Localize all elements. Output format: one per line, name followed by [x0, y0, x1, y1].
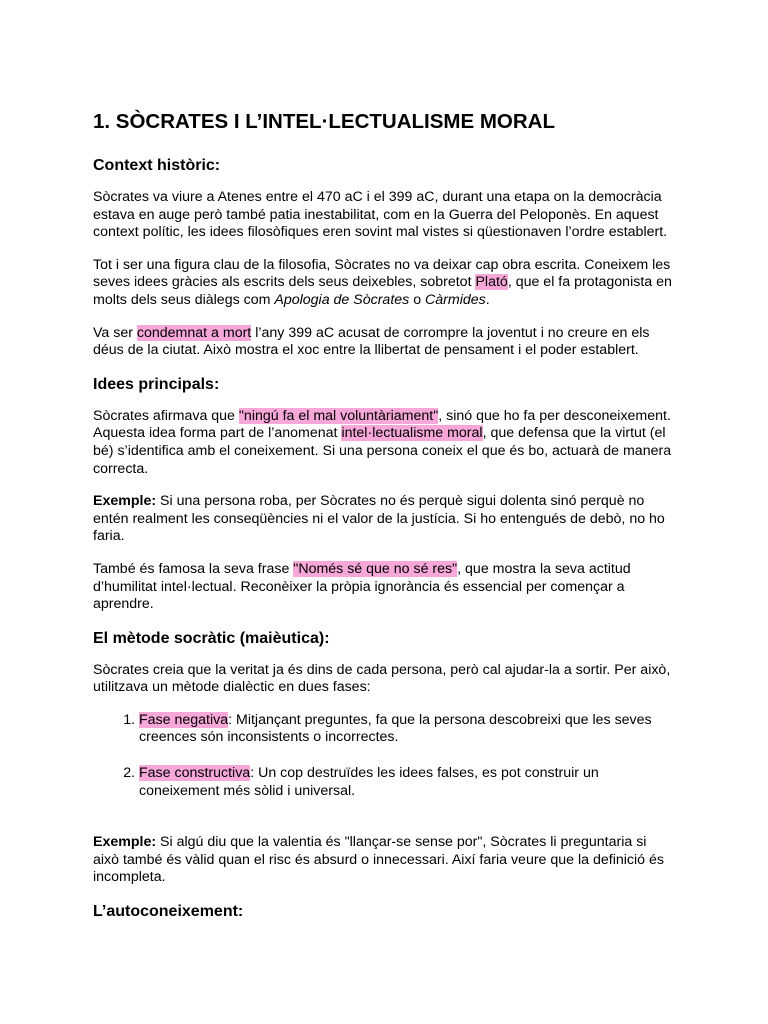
highlight-plato: Plató: [475, 274, 508, 291]
text-run: , que mostra la seva actitud d’humilitat intel·lectual. Reconèixer la pròpia ignorància és essencial per començar a aprendre.: [93, 560, 631, 613]
text-run: : Mitjançant preguntes, fa que la persona descobreixi que les seves creences són inconsistents o incorrectes.: [139, 711, 652, 746]
spacer: [93, 818, 676, 834]
heading-method: El mètode socràtic (maièutica):: [93, 629, 330, 647]
text-run: Sòcrates afirmava que: [93, 407, 239, 424]
text-run: .: [485, 291, 490, 308]
heading-self-knowledge: L’autoconeixement:: [93, 903, 244, 921]
ideas-paragraph-1: [93, 408, 676, 478]
text-run: Va ser: [93, 324, 137, 341]
context-paragraph-1: Sòcrates va viure a Atenes entre el 470 aC i el 399 aC, durant una etapa on la democràcia estava en auge però també patia inestabilitat, com en la Guerra del Peloponès. En aquest context polític, les idees filosòfiques eren sovint mal vistes si qüestionaven l’ordre establert.: [93, 189, 668, 241]
text-run: Tot i ser una figura clau de la filosofia, Sòcrates no va deixar cap obra escrita. Coneixem les seves idees gràcies als escrits dels seus deixebles, sobretot: [93, 256, 671, 291]
ideas-example: [93, 493, 676, 546]
work-title-apologia: Apologia de Sòcrates: [274, 291, 410, 308]
text-run: Si una persona roba, per Sòcrates no és perquè sigui dolenta sinó perquè no entén realment les conseqüències ni el valor de la justícia. Si ho entengués de debò, no ho faria.: [93, 493, 665, 545]
text-run: l’any 399 aC acusat de corrompre la joventut i no creure en els déus de la ciutat. Això mostra el xoc entre la llibertat de pensament i el poder establert.: [93, 324, 650, 359]
text-run: : Un cop destruïdes les idees falses, es pot construir un coneixement més sòlid i universal.: [139, 765, 599, 799]
highlight-quote-nomes: "Només sé que no sé res": [293, 560, 458, 577]
method-paragraph-1: Sòcrates creia que la veritat ja és dins de cada persona, però cal ajudar-la a sortir. Per això, utilitzava un mètode dialèctic en dues fases:: [93, 661, 671, 696]
text-run: , que defensa que la virtut (el bé) s’identifica amb el coneixement. Si una persona coneix el que és bo, actuarà de manera correcta.: [93, 425, 672, 477]
list-item: [139, 765, 676, 800]
document-title: 1. SÒCRATES I L’INTEL·LECTUALISME MORAL: [93, 110, 556, 133]
text-run: , que el fa protagonista en molts dels seus diàlegs com: [93, 274, 672, 308]
highlight-phase-negative: Fase negativa: [139, 711, 229, 728]
example-label: Exemple:: [93, 493, 157, 510]
ideas-paragraph-3: [93, 561, 676, 614]
text-run: o: [409, 291, 426, 308]
context-paragraph-2: [93, 257, 676, 310]
highlight-condemnat: condemnat a mort: [136, 324, 252, 341]
method-example: [93, 834, 676, 887]
text-run: També és famosa la seva frase: [93, 560, 294, 577]
heading-ideas: Idees principals:: [93, 375, 220, 393]
text-run: Si algú diu que la valentia és "llançar-se sense por", Sòcrates li preguntaria si això també és vàlid quan el risc és absurd o innecessari. Així faria veure que la definició és incompleta.: [93, 834, 664, 886]
highlight-quote-mal: "ningú fa el mal voluntàriament": [238, 407, 439, 424]
list-item: [139, 712, 676, 747]
text-run: , sinó que ho fa per desconeixement. Aquesta idea forma part de l’anomenat: [93, 407, 671, 442]
method-phases-list: [93, 712, 676, 800]
heading-context: Context històric:: [93, 157, 221, 174]
work-title-carmides: Càrmides: [425, 291, 486, 308]
highlight-intellectualisme: intel·lectualisme moral: [341, 425, 483, 442]
highlight-phase-constructive: Fase constructiva: [139, 765, 251, 782]
context-paragraph-3: [93, 325, 676, 360]
example-label: Exemple:: [93, 834, 157, 851]
